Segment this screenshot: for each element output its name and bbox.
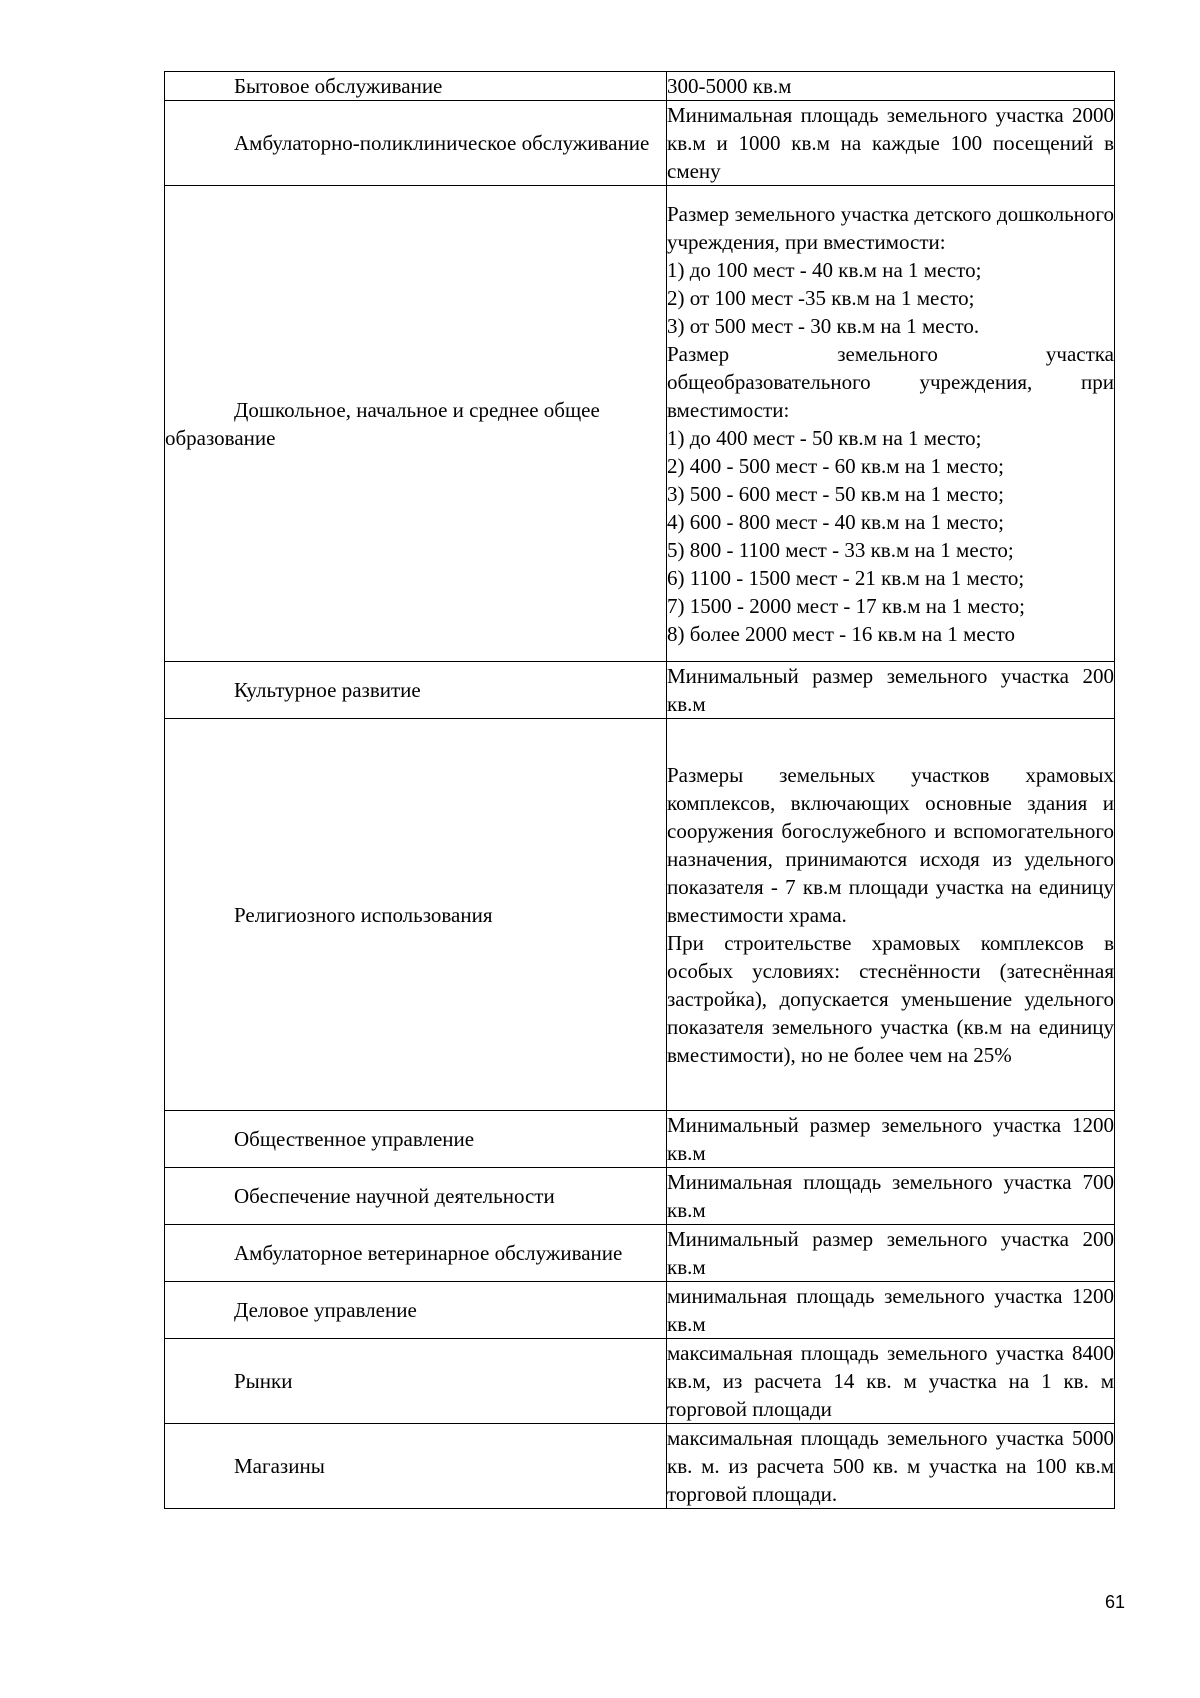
list-item: 7) 1500 - 2000 мест - 17 кв.м на 1 место; xyxy=(667,593,1026,618)
kindergarten-intro: Размер земельного участка детского дошкольного учреждения, при вместимости: xyxy=(667,201,1114,254)
row-kind: Рынки xyxy=(165,1339,667,1424)
row-norm: минимальная площадь земельного участка 1200 кв.м xyxy=(667,1282,1115,1339)
school-intro: Размер земельного участка общеобразовательного учреждения, при вместимости: xyxy=(667,341,1114,422)
row-kind: Бытовое обслуживание xyxy=(165,72,667,101)
list-item: 8) более 2000 мест - 16 кв.м на 1 место xyxy=(667,621,1015,646)
row-kind: Амбулаторное ветеринарное обслуживание xyxy=(165,1225,667,1282)
table-row xyxy=(165,1339,1115,1424)
list-item: 2) 400 - 500 мест - 60 кв.м на 1 место; xyxy=(667,453,1005,478)
row-norm: максимальная площадь земельного участка 5000 кв. м. из расчета 500 кв. м участка на 100 кв.м торговой площади. xyxy=(667,1424,1115,1509)
table-row xyxy=(165,186,1115,662)
page-number: 61 xyxy=(1105,1592,1126,1612)
row-norm xyxy=(667,719,1115,1111)
list-item: 4) 600 - 800 мест - 40 кв.м на 1 место; xyxy=(667,509,1005,534)
table-row xyxy=(165,1168,1115,1225)
row-norm: максимальная площадь земельного участка 8400 кв.м, из расчета 14 кв. м участка на 1 кв. м торговой площади xyxy=(667,1339,1115,1424)
row-kind: Амбулаторно-поликлиническое обслуживание xyxy=(165,101,667,186)
row-norm: Минимальный размер земельного участка 200 кв.м xyxy=(667,662,1115,719)
row-norm: Минимальный размер земельного участка 1200 кв.м xyxy=(667,1111,1115,1168)
temple-norm-paragraph: Размеры земельных участков храмовых комплексов, включающих основные здания и сооружения богослужебного и вспомогательного назначения, принимаются исходя из удельного показателя - 7 кв.м площади участка на единицу вместимости храма. xyxy=(667,762,1114,927)
kindergarten-capacity-list xyxy=(667,256,1114,340)
table-row xyxy=(165,1424,1115,1509)
list-item: 6) 1100 - 1500 мест - 21 кв.м на 1 место; xyxy=(667,565,1025,590)
table-row xyxy=(165,1111,1115,1168)
row-kind: Магазины xyxy=(165,1424,667,1509)
row-norm: Минимальный размер земельного участка 200 кв.м xyxy=(667,1225,1115,1282)
row-norm: 300-5000 кв.м xyxy=(667,72,1115,101)
table-row xyxy=(165,72,1115,101)
temple-exception-paragraph: При строительстве храмовых комплексов в особых условиях: стеснённости (затеснённая застройка), допускается уменьшение удельного показателя земельного участка (кв.м на единицу вместимости), но не более чем на 25% xyxy=(667,930,1114,1067)
list-item: 1) до 100 мест - 40 кв.м на 1 место; xyxy=(667,257,982,282)
list-item: 5) 800 - 1100 мест - 33 кв.м на 1 место; xyxy=(667,537,1014,562)
row-kind: Дошкольное, начальное и среднее общее образование xyxy=(165,186,667,662)
list-item: 3) 500 - 600 мест - 50 кв.м на 1 место; xyxy=(667,481,1005,506)
table-row xyxy=(165,719,1115,1111)
row-kind: Общественное управление xyxy=(165,1111,667,1168)
table-row xyxy=(165,662,1115,719)
row-kind: Религиозного использования xyxy=(165,719,667,1111)
row-kind: Обеспечение научной деятельности xyxy=(165,1168,667,1225)
land-use-norms-table xyxy=(164,71,1115,1509)
list-item: 2) от 100 мест -35 кв.м на 1 место; xyxy=(667,285,975,310)
row-norm: Минимальная площадь земельного участка 2000 кв.м и 1000 кв.м на каждые 100 посещений в смену xyxy=(667,101,1115,186)
row-norm: Минимальная площадь земельного участка 700 кв.м xyxy=(667,1168,1115,1225)
school-capacity-list xyxy=(667,424,1114,648)
table-row xyxy=(165,1225,1115,1282)
row-kind: Деловое управление xyxy=(165,1282,667,1339)
table-row xyxy=(165,1282,1115,1339)
table-row xyxy=(165,101,1115,186)
row-norm xyxy=(667,186,1115,662)
row-kind: Культурное развитие xyxy=(165,662,667,719)
list-item: 3) от 500 мест - 30 кв.м на 1 место. xyxy=(667,313,980,338)
list-item: 1) до 400 мест - 50 кв.м на 1 место; xyxy=(667,425,982,450)
